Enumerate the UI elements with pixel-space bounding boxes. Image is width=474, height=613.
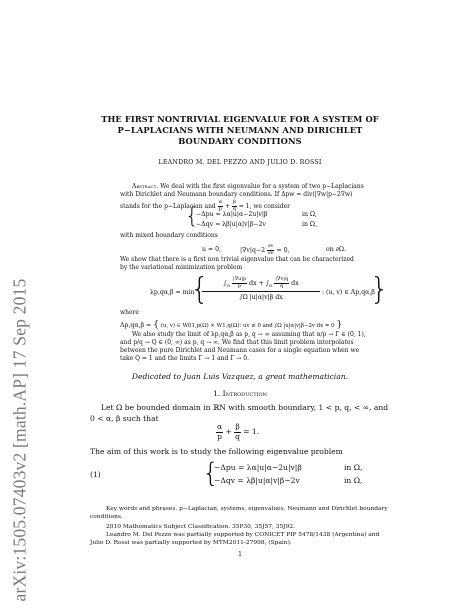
footnote-support-2: Julio D. Rossi was partially supported by MTM2011-27998, (Spain).: [90, 540, 292, 546]
dx: dx: [291, 279, 299, 287]
frac-num: β: [235, 422, 240, 431]
frac-num: β: [232, 198, 236, 205]
grad-v-over-q: [274, 277, 289, 290]
bc-v-part: |∇v|q−2: [240, 246, 266, 254]
authors: LEANDRO M. DEL PEZZO AND JULIO D. ROSSI: [158, 159, 322, 166]
where-label: where: [120, 309, 139, 316]
frac-den: p: [217, 431, 222, 441]
lambda-numerator: [202, 277, 320, 292]
equation-number: (1): [90, 470, 101, 479]
abstract-system-eq2: [196, 221, 266, 228]
eq-text: −Δqv = λβ|u|α|v|β−2v: [196, 221, 266, 228]
footnote-support-1: Leandro M. Del Pezzo was partially supported by CONICET PIP 5478/1438 (Argentina) and: [106, 532, 380, 538]
abstract-mixed-line: with mixed boundary conditions: [120, 232, 218, 239]
section-heading: [90, 389, 390, 398]
dv-dnu: [267, 244, 274, 257]
abstract-text-3a: stands for the p−Laplacian and: [120, 202, 216, 210]
intro-line-2: 0 < α, β such that: [90, 414, 159, 423]
min-brace-right: }: [370, 272, 390, 307]
footnote-keywords: [90, 505, 390, 521]
set-brace-close: }: [336, 320, 343, 330]
dx-plus: dx +: [249, 279, 264, 287]
abstract-label: Abstract.: [132, 183, 159, 190]
equals-one: = 1.: [243, 427, 260, 437]
set-brace-open: {: [153, 320, 159, 330]
intro-line-1: Let Ω be bounded domain in ℝN with smooth boundary, 1 < p, q, < ∞, and: [101, 403, 389, 412]
grad-u-over-p: [232, 277, 247, 290]
set-rhs: (u, v) ∈ W01,p(Ω) × W1,q(Ω): uv ≢ 0 and ∫Ω |u|α|v|β−2v dx = 0: [160, 323, 335, 329]
bc-domain: on ∂Ω.: [326, 246, 346, 253]
arxiv-stamp-region: [6, 140, 34, 602]
system-brace-abstract: {: [185, 204, 199, 229]
abstract-text-1: We deal with the first eigenvalue for a system of two p−Laplacians: [160, 183, 364, 190]
abstract-study-3: between the pure Dirichlet and Neumann cases for a single equation when we: [120, 347, 360, 354]
bc-v-part-b: = 0,: [276, 246, 290, 254]
frac-num: ∂v: [268, 243, 274, 249]
main-system-dom1: in Ω,: [344, 463, 363, 472]
beta-over-q-main: [234, 423, 240, 441]
lambda-condition: : (u, v) ∈ Ap,qα,β: [322, 289, 375, 296]
frac-den: ∂ν: [267, 249, 274, 256]
set-lhs: Ap,qα,β =: [120, 322, 152, 329]
page-number: 1: [238, 551, 242, 558]
frac-num: |∇u|p: [232, 276, 247, 282]
title-line-1: THE FIRST NONTRIVIAL EIGENVALUE FOR A SYSTEM OF: [101, 114, 379, 124]
abstract-study-4: take Q = 1 and the limits Γ → 1 and Γ → 0.: [120, 355, 249, 362]
abstract-line-1: [120, 183, 364, 191]
abstract-study-1: We also study the limit of λp,qα,β as p, q → ∞ assuming that α/p → Γ ∈ (0, 1),: [132, 331, 366, 338]
frac-den: p: [237, 282, 242, 289]
abstract-line-3: stands for the p−Laplacian and $\frac{\alpha}{p}$ + $\frac{\beta}{q}$ = 1, we consider: [120, 198, 291, 212]
title-line-2: P−LAPLACIANS WITH NEUMANN AND DIRICHLET: [117, 125, 363, 135]
frac-num: |∇v|q: [275, 276, 289, 282]
keywords-text: Key words and phrases. p−Laplacian, systems, eigenvalues, Neumann and Dirichlet boundary conditions.: [90, 506, 388, 520]
frac-den: q: [232, 205, 236, 212]
abstract-text-3b: = 1, we consider: [238, 202, 291, 210]
abstract-show-2: by the variational minimization problem: [120, 264, 243, 271]
intro-aim: The aim of this work is to study the following eigenvalue problem: [90, 447, 343, 456]
abstract-study-2: and p/q → Q ∈ (0, ∞) as p, q → ∞. We find that this limit problem interpolates: [120, 339, 354, 346]
frac-den: q: [280, 282, 284, 289]
set-def: [120, 320, 342, 330]
lambda-fraction: [202, 277, 320, 301]
dedication: Dedicated to Juan Luis Vazquez, a great mathematician.: [131, 372, 349, 381]
integral-v: $\int_\Omega$: [265, 279, 273, 288]
abstract-line-2: with Dirichlet and Neumann boundary conditions. If Δpw = div(|∇w|p−2∇w): [120, 191, 353, 199]
min-brace-left: {: [190, 272, 210, 307]
lambda-denominator: ∫Ω |u|α|v|β dx: [239, 293, 283, 301]
footnote-msc: 2010 Mathematics Subject Classification. 35P30, 35J57, 35J92.: [106, 524, 295, 530]
main-system-eq1: −Δpu = λα|u|α−2u|v|β: [214, 463, 302, 472]
main-system-dom2: in Ω,: [344, 476, 363, 485]
paper-title: [90, 114, 390, 147]
lambda-lhs: λp,qα,β = min: [150, 289, 195, 296]
title-line-3: BOUNDARY CONDITIONS: [178, 136, 302, 146]
bc-u: u = 0,: [202, 246, 222, 253]
abstract-show-1: We show that there is a first non trivial eigenvalue that can be characterized: [120, 256, 354, 263]
frac-den: p: [218, 205, 222, 212]
system-brace-main: {: [202, 458, 220, 489]
frac-num: α: [217, 422, 223, 431]
abstract-system-dom2: in Ω,: [302, 221, 318, 228]
frac-den: q: [235, 431, 240, 441]
arxiv-stamp: arXiv:1505.07403v2 [math.AP] 17 Sep 2015: [9, 278, 30, 602]
alpha-beta-condition: $\frac{\alpha}{p}$ + $\frac{\beta}{q}$ = 1.: [217, 422, 260, 441]
integral-u: $\int_\Omega$: [223, 279, 230, 288]
section-title: 1. Introduction: [212, 389, 268, 398]
eq-text: −Δpu = λα|u|α−2u|v|β: [196, 211, 268, 218]
alpha-over-p-main: [216, 423, 223, 441]
abstract: [120, 183, 364, 212]
abstract-system-eq1: [196, 211, 268, 218]
frac-num: α: [218, 198, 223, 205]
abstract-system-dom1: in Ω,: [302, 211, 318, 218]
main-system-eq2: −Δqv = λβ|u|α|v|β−2v: [214, 476, 300, 485]
bc-v: [240, 244, 290, 257]
